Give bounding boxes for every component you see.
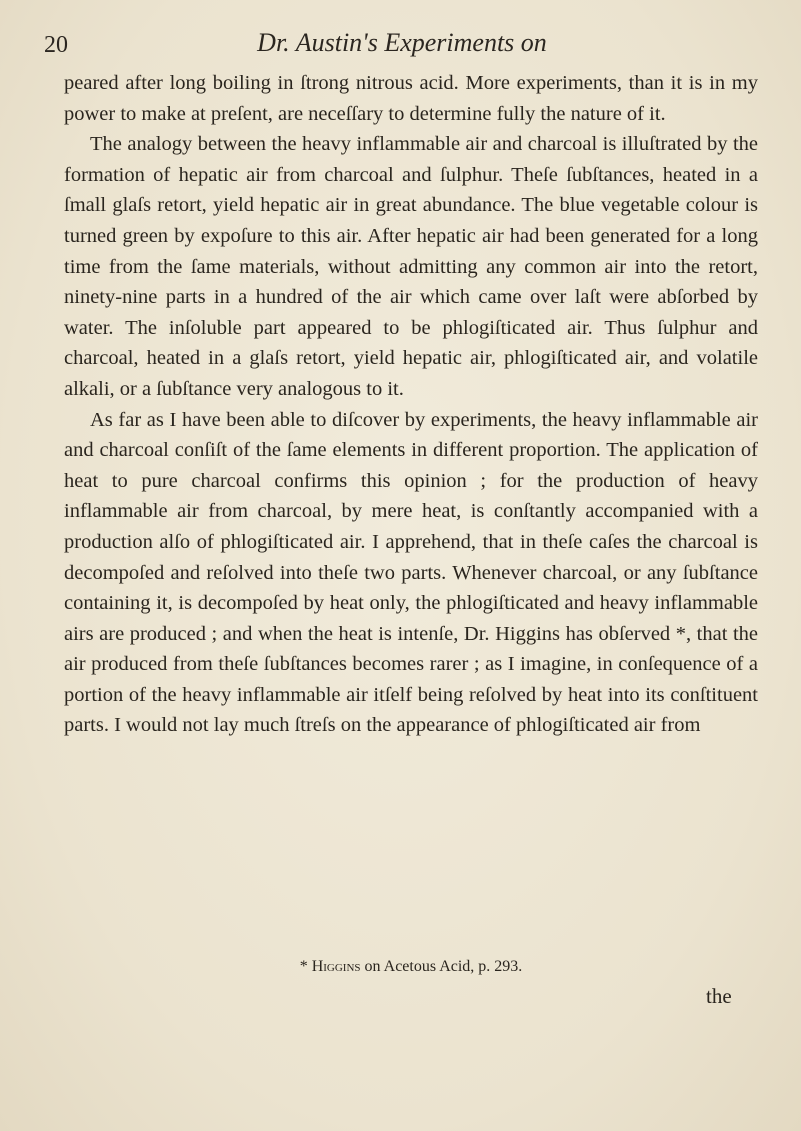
footnote bbox=[64, 958, 758, 976]
catchword: the bbox=[706, 984, 732, 1008]
running-title: Dr. Austin's Experiments on bbox=[257, 28, 547, 57]
paragraph-1: peared after long boiling in ſtrong nitrous acid. More experiments, than it is in my power to make at preſent, are neceſſary to determine fully the nature of it. bbox=[64, 72, 758, 125]
footnote-marker: * bbox=[299, 958, 308, 975]
footnote-text: on Acetous Acid, p. 293. bbox=[364, 958, 523, 975]
paragraph-3: As far as I have been able to diſcover by experiments, the heavy inflammable air and charcoal conſiſt of the ſame elements in different proportion. The application of heat to pure charcoal confirms this opinion ; for the production of heavy inflammable air from charcoal, by mere heat, is conſtantly accompanied with a production alſo of phlogiſticated air. I apprehend, that in theſe caſes the charcoal is decompoſed and reſolved into theſe two parts. Whenever charcoal, or any ſubſtance containing it, is decompoſed by heat only, the phlogiſticated and heavy inflammable airs are produced ; and when the heat is intenſe, Dr. Higgins has obſerved *, that the air produced from theſe ſubſtances becomes rarer ; as I imagine, in conſequence of a portion of the heavy inflammable air itſelf being reſolved by heat into its conſtituent parts. I would not lay much ſtreſs on the appearance of phlogiſticated air from bbox=[64, 408, 758, 737]
footnote-author: Higgins bbox=[311, 958, 361, 975]
page-header bbox=[44, 20, 760, 60]
paragraph-2: The analogy between the heavy inflammable air and charcoal is illuſtrated by the formation of hepatic air from charcoal and ſulphur. Theſe ſubſtances, heated in a ſmall glaſs retort, yield hepatic air in great abundance. The blue vegetable colour is turned green by expoſure to this air. After hepatic air had been generated for a long time from the ſame materials, without admitting any common air into the retort, ninety-nine parts in a hundred of the air which came over laſt were abſorbed by water. The inſoluble part appeared to be phlogiſticated air. Thus ſulphur and charcoal, heated in a glaſs retort, yield hepatic air, phlogiſticated air, and volatile alkali, or a ſubſtance very analogous to it. bbox=[64, 133, 758, 400]
body-text bbox=[64, 68, 758, 741]
page-number: 20 bbox=[44, 32, 68, 58]
